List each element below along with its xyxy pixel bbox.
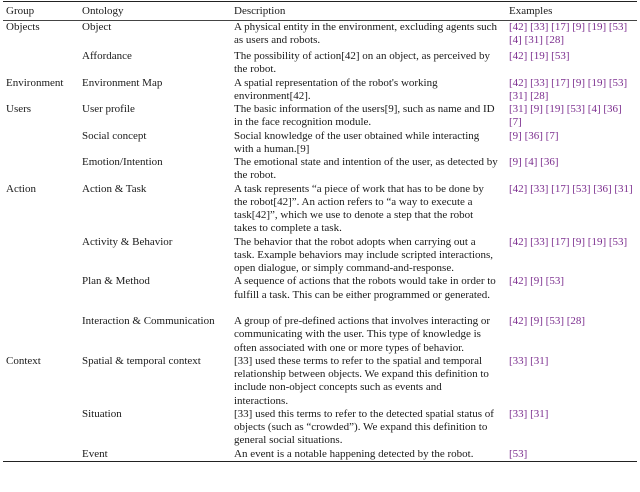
table-row [3,183,637,236]
description-cell: A sequence of actions that the robots would take in order to fulfill a task. This can be either programmed or generated. [234,275,496,301]
examples-cell: [33] [31] [509,354,549,367]
ontology-cell: Environment Map [82,76,163,89]
examples-cell: [42] [19] [53] [509,50,570,62]
table-row [3,50,637,77]
examples-cell: [31] [9] [19] [53] [4] [36] [7] [509,103,622,129]
ontology-cell: Object [82,21,112,33]
table-row [3,448,637,462]
table-row [3,21,637,51]
examples-cell: [9] [36] [7] [509,129,559,142]
ontology-cell: User profile [82,103,135,115]
examples-cell: [42] [33] [17] [9] [19] [53] [4] [31] [28] [509,21,628,47]
group-cell [3,408,79,448]
description-cell: A task represents “a piece of work that has to be done by the robot[42]”. An action refers to “a way to execute a task[42]”, which we use to denote a step that the robot takes to complete a task. [234,182,484,235]
description-cell: A group of pre-defined actions that involves interacting or communicating with the user. This type of knowledge is often associated with one or more types of behavior. [234,315,490,354]
ontology-cell: Emotion/Intention [82,156,163,168]
header-description: Description [231,2,506,21]
ontology-cell: Spatial & temporal context [82,354,201,367]
group-cell: Action [6,182,36,195]
examples-cell: [42] [9] [53] [509,275,564,288]
group-cell [3,448,79,462]
ontology-cell: Event [82,447,108,460]
description-cell: An event is a notable happening detected by the robot. [234,447,474,460]
ontology-cell: Situation [82,407,122,420]
ontology-cell: Plan & Method [82,275,150,288]
description-cell: The possibility of action[42] on an object, as perceived by the robot. [234,50,490,76]
table-row [3,275,637,315]
table-row [3,77,637,104]
description-cell: The emotional state and intention of the user, as detected by the robot. [234,156,498,182]
ontology-cell: Activity & Behavior [82,235,173,248]
group-cell [3,130,79,157]
ontology-cell: Interaction & Communication [82,315,215,327]
examples-cell: [42] [33] [17] [53] [36] [31] [509,182,633,195]
description-cell: [33] used this terms to refer to the detected spatial status of objects (such as “crowded”). We expand this definition to general social situations. [234,407,494,447]
description-cell: A spatial representation of the robot's working environment[42]. [234,76,438,102]
table-row [3,103,637,130]
description-cell: [33] used these terms to refer to the spatial and temporal relationship between objects. We expand this definition to include non-object concepts such as events and interactions. [234,354,489,407]
header-row [3,2,637,21]
ontology-cell: Action & Task [82,182,147,195]
group-cell: Context [6,354,41,367]
group-cell [3,236,79,276]
ontology-cell: Affordance [82,50,132,62]
description-cell: The basic information of the users[9], such as name and ID in the face recognition module. [234,103,495,129]
group-cell [3,315,79,355]
table-row [3,408,637,448]
header-examples: Examples [506,2,637,21]
description-cell: A physical entity in the environment, excluding agents such as users and robots. [234,21,498,47]
examples-cell: [33] [31] [509,407,549,420]
description-cell: The behavior that the robot adopts when carrying out a task. Example behaviors may include scripted interactions, open dialogue, or simply command-and-response. [234,235,494,274]
examples-cell: [9] [4] [36] [509,156,559,168]
group-cell [3,156,79,183]
examples-cell: [42] [9] [53] [28] [509,315,586,327]
examples-cell: [42] [33] [17] [9] [19] [53] [31] [28] [509,76,628,102]
header-ontology: Ontology [79,2,231,21]
group-cell: Objects [6,21,40,33]
table-row [3,355,637,408]
examples-cell: [42] [33] [17] [9] [19] [53] [509,235,628,248]
table-row [3,156,637,183]
header-group: Group [3,2,79,21]
group-cell [3,50,79,77]
group-cell: Environment [6,76,64,89]
ontology-table [3,1,637,462]
group-cell [3,275,79,315]
table-row [3,236,637,276]
ontology-cell: Social concept [82,129,147,142]
table-row [3,130,637,157]
group-cell: Users [6,103,32,115]
table-row [3,315,637,355]
description-cell: Social knowledge of the user obtained while interacting with a human.[9] [234,129,480,155]
examples-cell: [53] [509,447,528,460]
